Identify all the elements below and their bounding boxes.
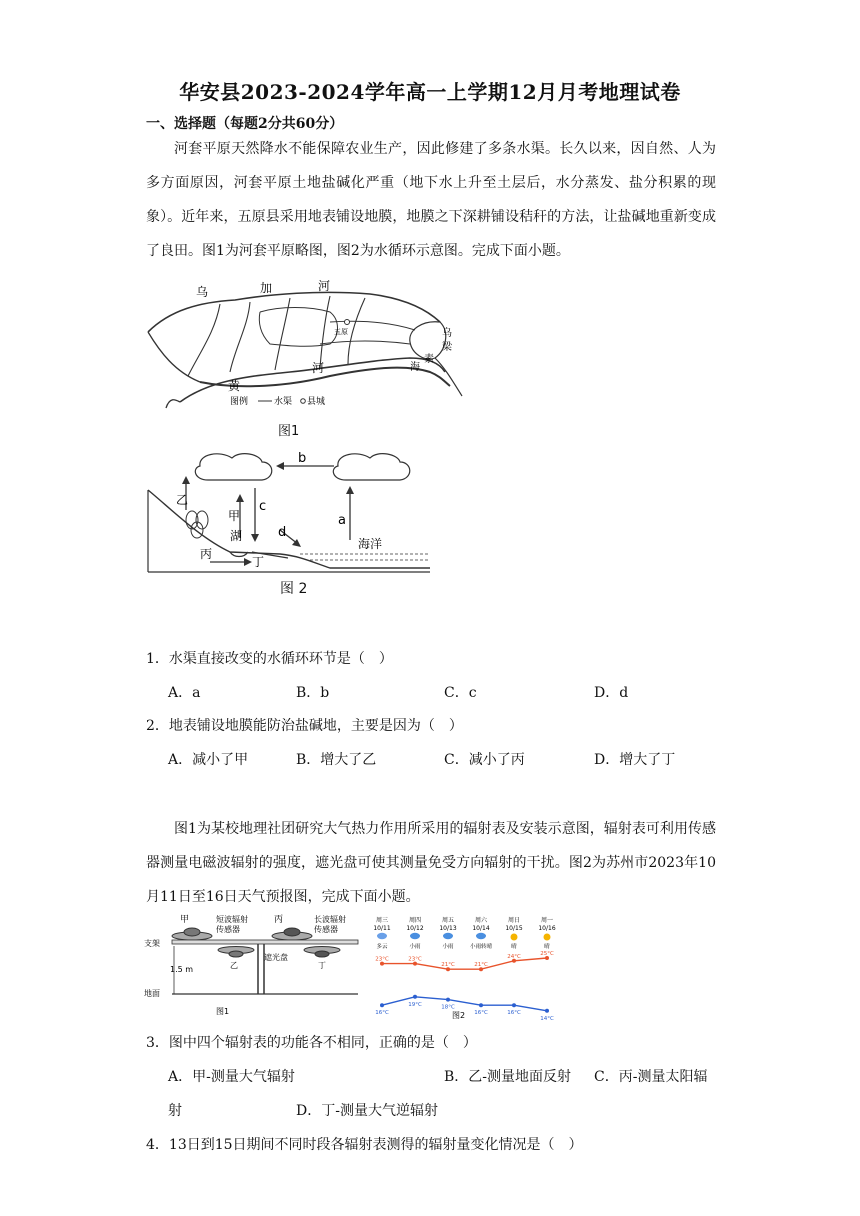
sun-icon	[544, 934, 551, 941]
q2-option-a[interactable]: A．减小了甲	[168, 752, 249, 768]
cloud-icon	[377, 933, 387, 939]
low-temp-label: 14°C	[540, 1015, 554, 1020]
forecast-weekday: 周四	[408, 917, 422, 924]
map-label-jia: 加	[260, 281, 273, 295]
fig3-long-sensor: 长波辐射	[314, 915, 346, 924]
label-c: c	[259, 499, 267, 514]
label-lake: 湖	[230, 529, 243, 543]
q3-option-a[interactable]: A．甲-测量大气辐射	[168, 1069, 295, 1085]
weather-forecast-chart	[368, 914, 568, 1020]
fig3-long-sensor-2: 传感器	[314, 925, 338, 934]
forecast-weekday: 周一	[540, 917, 554, 924]
low-temp-label: 18°C	[441, 1004, 455, 1011]
label-jia: 甲	[228, 509, 241, 523]
low-temp-point	[413, 995, 417, 999]
page-title: 华安县2023-2024学年高一上学期12月月考地理试卷	[179, 80, 681, 104]
figure2-caption: 图 2	[280, 581, 308, 597]
forecast-date: 10/11	[373, 925, 391, 932]
passage-2: 图1为某校地理社团研究大气热力作用所采用的辐射表及安装示意图，辐射表可利用传感器测量电磁波辐射的强度，遮光盘可使其测量免受方向辐射的干扰。图2为苏州市2023年10月11日至16日天气预报图，完成下面小题。	[146, 821, 716, 905]
rain-icon	[443, 933, 453, 939]
radiometer-diagram	[144, 910, 364, 1018]
high-temp-label: 21°C	[474, 962, 488, 969]
q3-option-b[interactable]: B．乙-测量地面反射	[444, 1069, 572, 1085]
fig3-label-yi: 乙	[230, 961, 238, 970]
low-temp-label: 16°C	[507, 1010, 521, 1017]
fig3-shade: 遮光盘	[264, 953, 288, 962]
forecast-date: 10/14	[472, 925, 490, 932]
label-d: d	[278, 525, 287, 540]
sun-icon	[511, 934, 518, 941]
high-temp-label: 24°C	[507, 953, 521, 960]
q1-option-c[interactable]: C．c	[444, 685, 477, 701]
high-temp-line	[382, 958, 547, 969]
forecast-weekday: 周六	[474, 917, 488, 924]
section-heading: 一、选择题（每题2分共60分）	[146, 116, 344, 132]
high-temp-label: 25°C	[540, 951, 554, 957]
rain-icon	[476, 933, 486, 939]
rain-icon	[410, 933, 420, 939]
q3-option-d[interactable]: D．丁-测量大气逆辐射	[296, 1103, 438, 1119]
label-ocean: 海洋	[358, 537, 383, 551]
forecast-date: 10/16	[538, 925, 556, 932]
fig3-short-sensor: 短波辐射	[216, 915, 248, 924]
forecast-weather: 晴	[511, 944, 517, 950]
low-temp-label: 16°C	[375, 1010, 389, 1017]
map-label-wu: 乌	[196, 285, 209, 299]
label-b: b	[298, 451, 307, 466]
map-label-he-south: 河	[312, 361, 325, 375]
fig3-label-jia: 甲	[180, 915, 190, 925]
map-label-huang: 黄	[228, 379, 241, 393]
high-temp-label: 21°C	[441, 962, 455, 969]
question-1-stem: 1．水渠直接改变的水循环环节是（ ）	[146, 651, 393, 667]
high-temp-label: 23°C	[408, 956, 422, 963]
water-cycle-diagram	[140, 448, 440, 576]
map-label-wuyuan: 五原	[334, 328, 348, 336]
fig3-label-bing: 丙	[274, 915, 284, 925]
wuyuan-county-marker	[345, 320, 350, 325]
map-label-lake-hai: 海	[410, 362, 420, 373]
forecast-weather: 小雨	[442, 944, 454, 950]
low-temp-point	[446, 998, 450, 1002]
hetao-plain-map	[140, 272, 480, 420]
fig3-short-sensor-2: 传感器	[216, 925, 240, 934]
question-2-stem: 2．地表铺设地膜能防治盐碱地，主要是因为（ ）	[146, 718, 463, 734]
forecast-date: 10/15	[505, 925, 523, 932]
fig3-ground: 地面	[144, 989, 160, 998]
fig3-bracket: 支架	[144, 939, 160, 948]
forecast-weather: 多云	[376, 944, 388, 950]
forecast-weather: 晴	[544, 944, 550, 950]
q1-option-d[interactable]: D．d	[594, 685, 629, 701]
low-temp-point	[479, 1003, 483, 1007]
forecast-weekday: 周五	[441, 917, 455, 924]
q2-option-b[interactable]: B．增大了乙	[296, 752, 377, 768]
q1-option-a[interactable]: A．a	[168, 685, 201, 701]
high-temp-label: 23°C	[375, 956, 389, 963]
question-4-stem: 4．13日到15日期间不同时段各辐射表测得的辐射量变化情况是（ ）	[146, 1137, 583, 1153]
figure1-caption: 图1	[278, 424, 300, 439]
label-bing: 丙	[200, 547, 213, 561]
fig3-height: 1.5 m	[170, 965, 194, 974]
legend-title: 图例	[230, 397, 249, 407]
low-temp-point	[512, 1003, 516, 1007]
q2-option-c[interactable]: C．减小了丙	[444, 752, 525, 768]
low-temp-line	[382, 997, 547, 1011]
low-temp-point	[380, 1003, 384, 1007]
legend-county: 县城	[307, 397, 326, 407]
map-label-lake-wu: 乌	[442, 328, 452, 339]
q1-option-b[interactable]: B．b	[296, 685, 330, 701]
q2-option-d[interactable]: D．增大了丁	[594, 752, 676, 768]
map-label-lake-liang: 梁	[442, 342, 452, 353]
forecast-weather: 小雨	[409, 944, 421, 950]
label-ding: 丁	[252, 555, 265, 569]
forecast-weekday: 周日	[507, 917, 521, 924]
label-yi: 乙	[176, 493, 189, 507]
map-label-lake-su: 素	[424, 354, 434, 365]
forecast-weather: 小雨转晴	[469, 944, 493, 950]
low-temp-point	[545, 1009, 549, 1013]
fig3-caption: 图1	[216, 1007, 230, 1016]
low-temp-label: 19°C	[408, 1001, 422, 1008]
forecast-date: 10/13	[439, 925, 457, 932]
q3-option-c-cont: 射	[168, 1103, 182, 1119]
forecast-caption: 图2	[452, 1011, 466, 1020]
low-temp-label: 16°C	[474, 1010, 488, 1017]
q3-option-c[interactable]: C．丙-测量太阳辐	[594, 1069, 708, 1085]
passage-1: 河套平原天然降水不能保障农业生产，因此修建了多条水渠。长久以来，因自然、人为多方面原因，河套平原土地盐碱化严重（地下水上升至土层后，水分蒸发、盐分积累的现象）。近年来，五原县采用地表铺设地膜，地膜之下深耕铺设秸秆的方法，让盐碱地重新变成了良田。图1为河套平原略图，图2为水循环示意图。完成下面小题。	[146, 141, 716, 259]
fig3-label-ding: 丁	[318, 961, 326, 970]
legend-canal: 水渠	[274, 397, 293, 407]
label-a: a	[338, 513, 346, 528]
question-3-stem: 3．图中四个辐射表的功能各不相同，正确的是（ ）	[146, 1035, 477, 1051]
forecast-weekday: 周三	[375, 917, 389, 924]
forecast-date: 10/12	[406, 925, 424, 932]
map-label-he-north: 河	[318, 279, 331, 293]
